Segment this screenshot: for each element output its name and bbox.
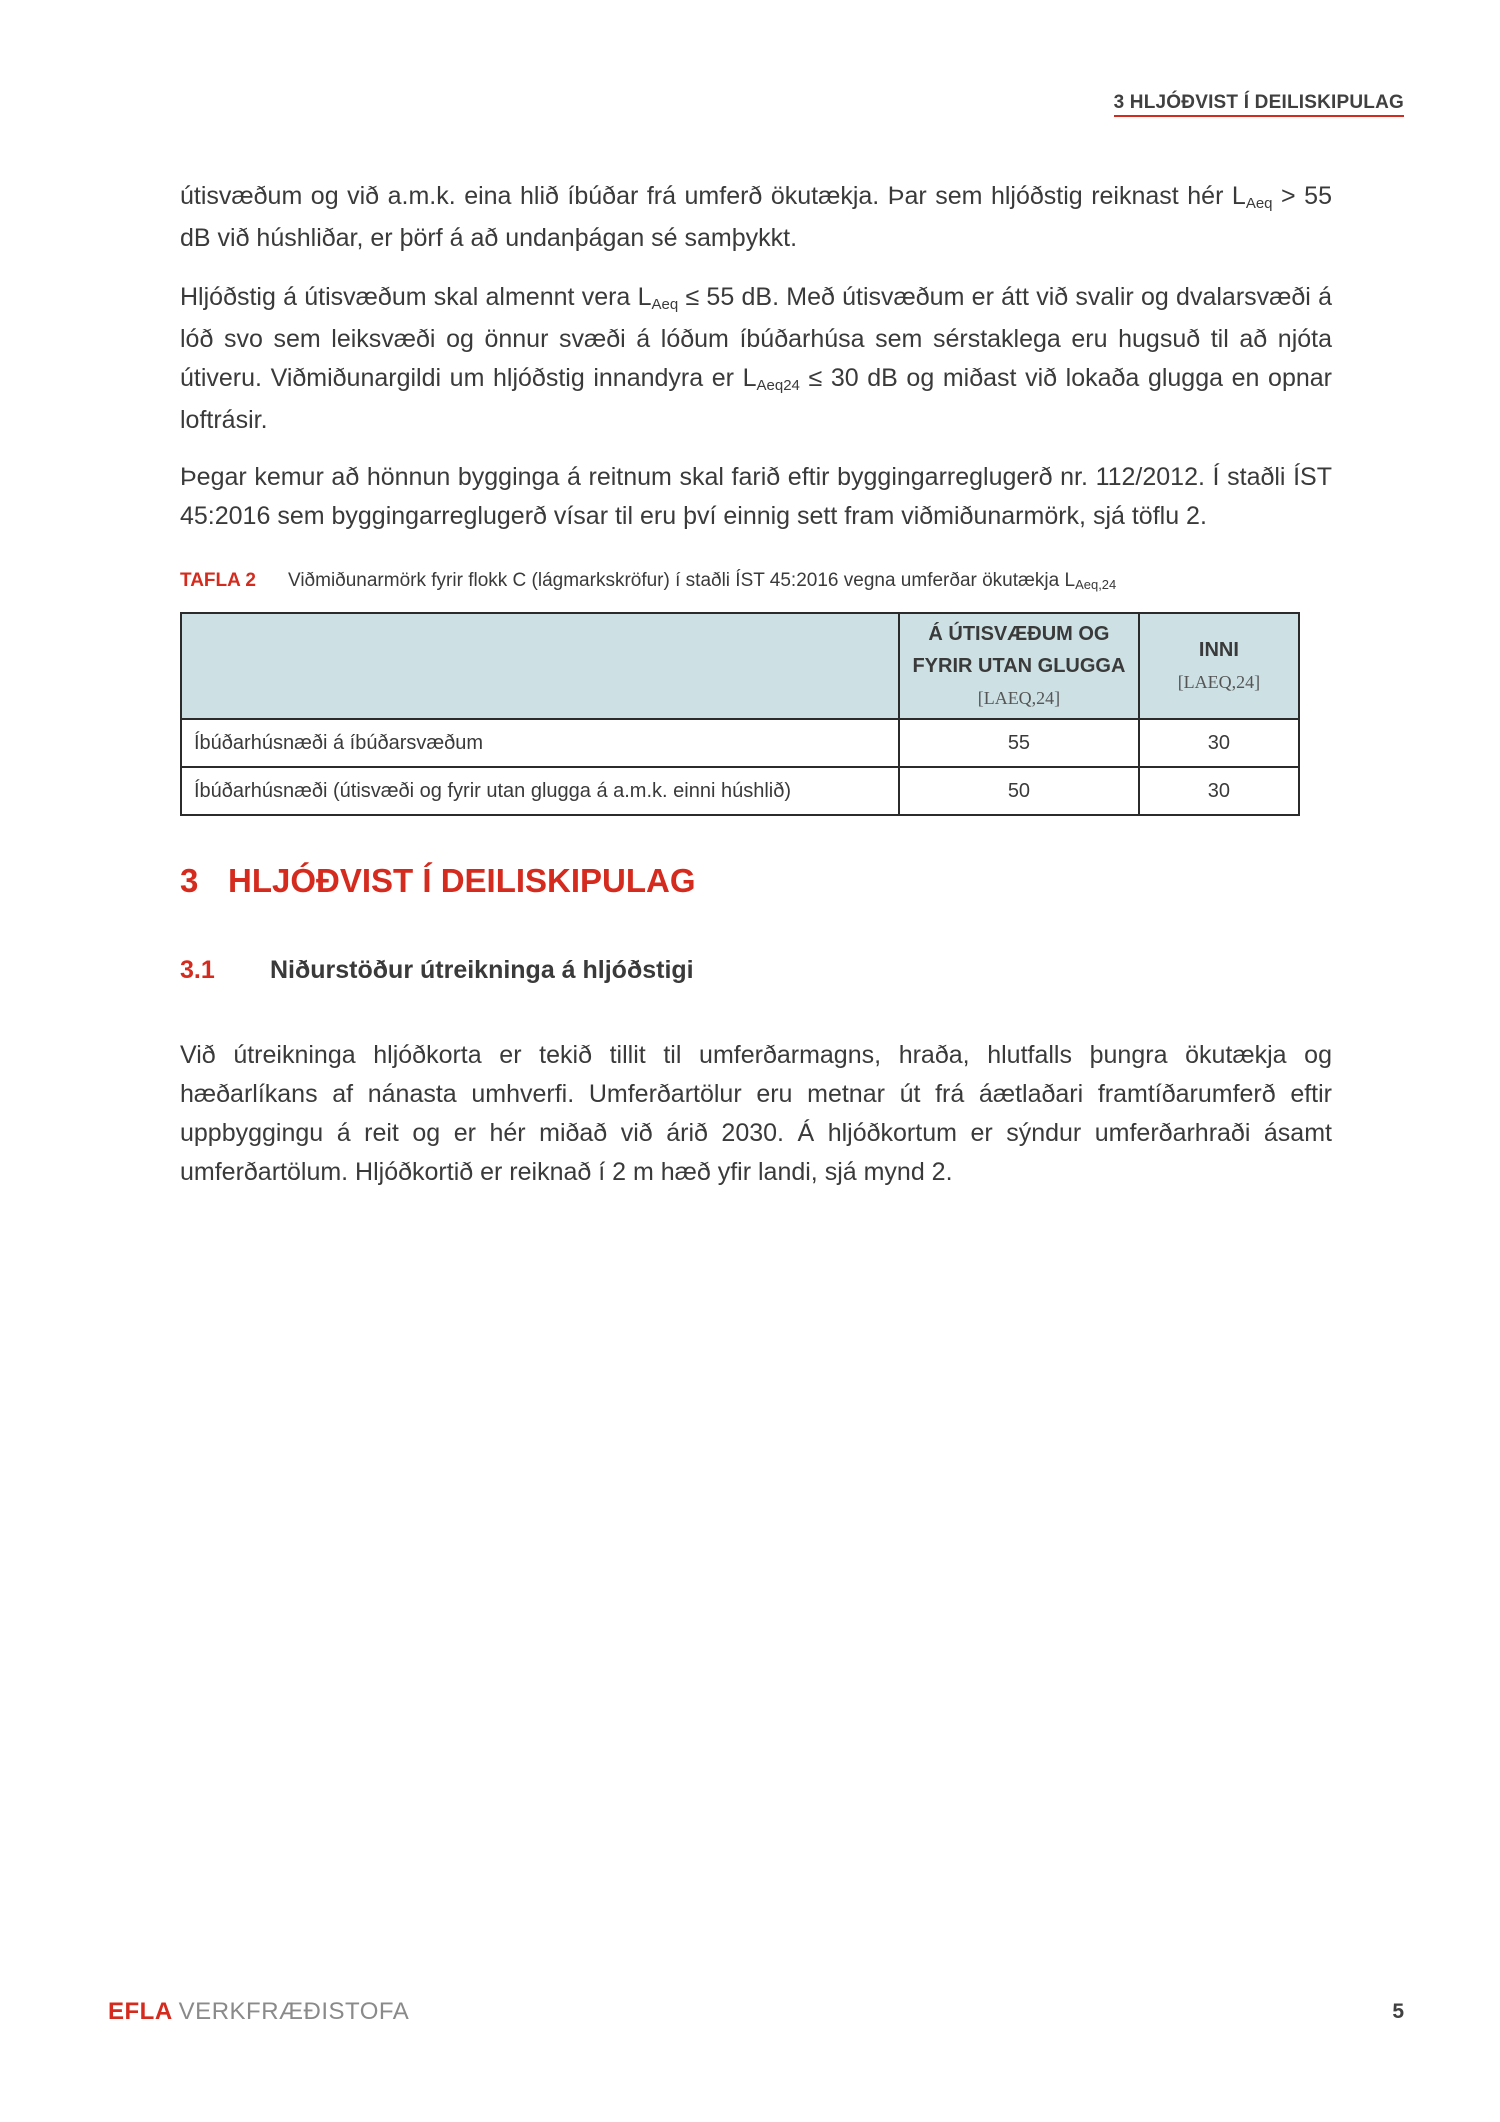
outdoor-value: 55 (899, 719, 1139, 767)
table-row (181, 719, 1299, 767)
row-label: Íbúðarhúsnæði á íbúðarsvæðum (181, 719, 899, 767)
running-header: 3 HLJÓÐVIST Í DEILISKIPULAG (1113, 92, 1404, 113)
row-label: Íbúðarhúsnæði (útisvæði og fyrir utan glugga á a.m.k. einni húshlið) (181, 767, 899, 815)
criteria-table (180, 612, 1300, 816)
table-caption (180, 570, 1116, 592)
header-unit: [LAEQ,24] (1177, 672, 1261, 692)
table-header-row (181, 613, 1299, 719)
table-row (181, 767, 1299, 815)
paragraph-text: Hljóðstig á útisvæðum skal almennt vera L (180, 283, 652, 311)
table-caption-tag: TAFLA 2 (180, 570, 256, 591)
indoor-value: 30 (1139, 719, 1299, 767)
subsection-number: 3.1 (180, 956, 215, 984)
section-heading (180, 862, 696, 900)
table-caption-text: Viðmiðunarmörk fyrir flokk C (lágmarkskröfur) í staðli ÍST 45:2016 vegna umferðar ökutækja L (288, 570, 1076, 591)
paragraph-exemption (180, 177, 1332, 258)
paragraph-outdoor-levels (180, 278, 1332, 440)
paragraph-text: ≤ 55 dB. Með útisvæðum er átt við svalir og dvalarsvæði á lóð svo sem leiksvæði og önnur svæði á lóðum íbúðarhúsa sem sérstaklega eru hugsuð til að njóta útiveru. Viðmiðunargildi um hljóðstig innandyra er L (180, 283, 1332, 392)
paragraph-text: > 55 dB við húshliðar, er þörf á að undanþágan sé samþykkt. (180, 182, 1332, 252)
header-text: INNI (1198, 639, 1239, 661)
subscript: Aeq (1245, 195, 1273, 212)
logo-subtitle: VERKFRÆÐISTOFA (178, 1998, 410, 2025)
paragraph-text: ≤ 30 dB og miðast við lokaða glugga en opnar loftrásir. (180, 364, 1332, 434)
header-text: FYRIR UTAN GLUGGA (912, 655, 1126, 677)
header-unit: [LAEQ,24] (977, 688, 1061, 708)
header-cell-indoor (1139, 613, 1299, 719)
subscript: Aeq,24 (1075, 577, 1117, 592)
indoor-value: 30 (1139, 767, 1299, 815)
subscript: Aeq (651, 296, 679, 313)
section-title: HLJÓÐVIST Í DEILISKIPULAG (228, 862, 696, 899)
header-cell-category (181, 613, 899, 719)
section-number: 3 (180, 862, 199, 899)
header-cell-outdoor (899, 613, 1139, 719)
page-number: 5 (1392, 2000, 1404, 2023)
outdoor-value: 50 (899, 767, 1139, 815)
header-text: Á ÚTISVÆÐUM OG (928, 623, 1110, 645)
logo-brand: EFLA (108, 1998, 173, 2025)
efla-logo (108, 1998, 409, 2026)
paragraph-text: útisvæðum og við a.m.k. eina hlið íbúðar frá umferð ökutækja. Þar sem hljóðstig reiknast hér L (180, 182, 1246, 210)
subsection-title: Niðurstöður útreikninga á hljóðstigi (270, 956, 694, 984)
subscript: Aeq24 (756, 377, 800, 394)
subsection-heading (180, 956, 694, 985)
paragraph-noise-calculation: Við útreikninga hljóðkorta er tekið tillit til umferðarmagns, hraða, hlutfalls þungra ökutækja og hæðarlíkans af nánasta umhverfi. Umferðartölur eru metnar út frá áætlaðari framtíðarumferð eftir uppbyggingu á reit og er hér miðað við árið 2030. Á hljóðkortum er sýndur umferðarhraði ásamt umferðartölum. Hljóðkortið er reiknað í 2 m hæð yfir landi, sjá mynd 2. (180, 1041, 1332, 1186)
paragraph-building-regulation: Þegar kemur að hönnun bygginga á reitnum skal farið eftir byggingarreglugerð nr. 112/2012. Í staðli ÍST 45:2016 sem byggingarreglugerð vísar til eru því einnig sett fram viðmiðunarmörk, sjá töflu 2. (180, 463, 1332, 530)
